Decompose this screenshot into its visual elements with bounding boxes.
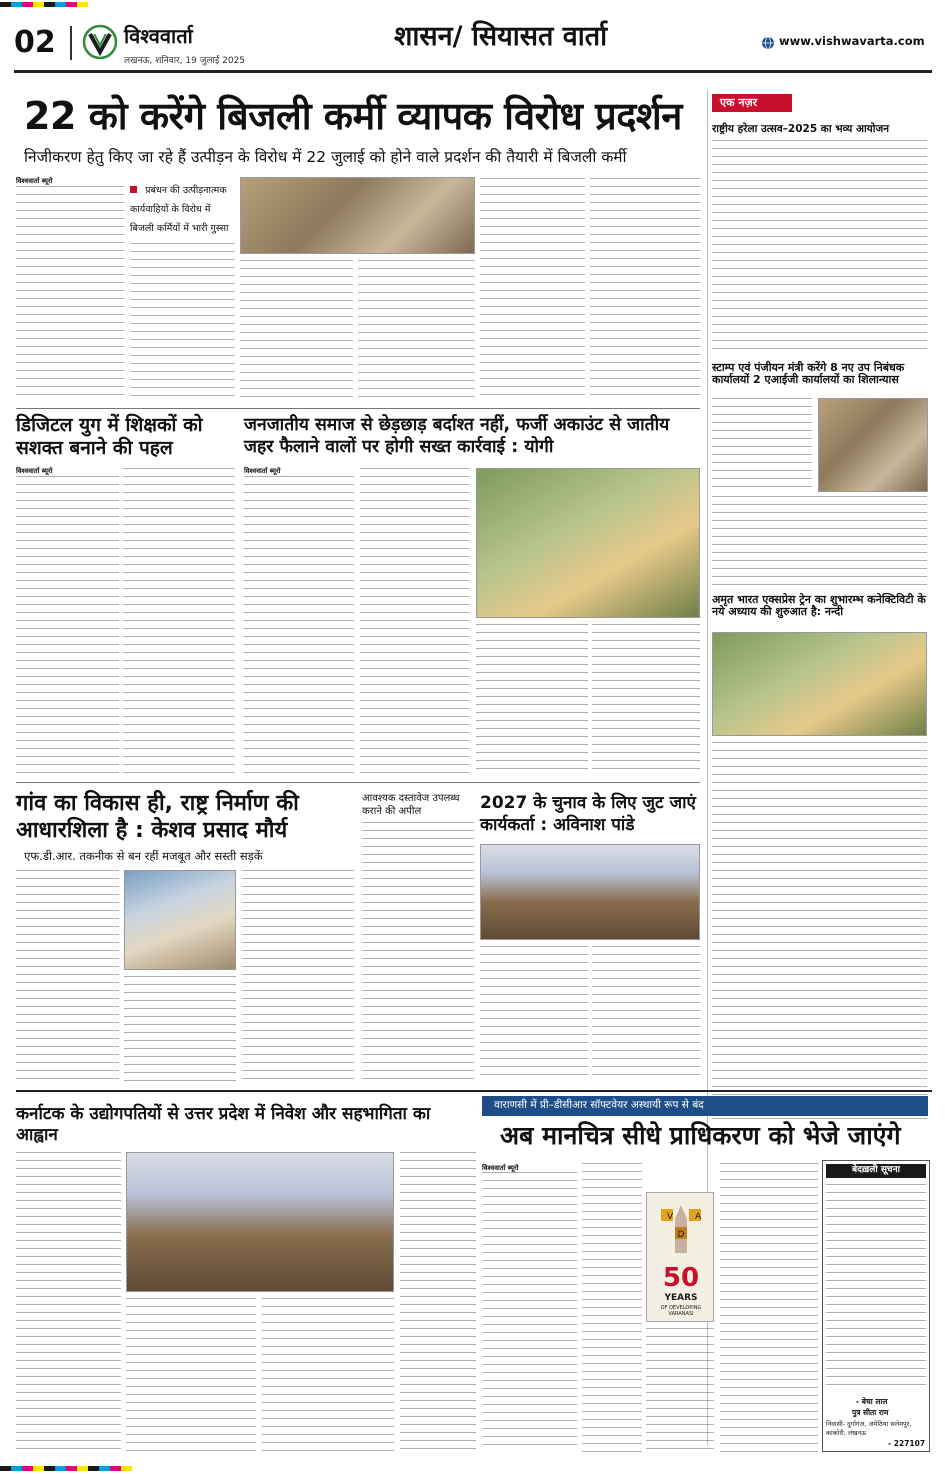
- notice-body: [362, 822, 474, 1082]
- ek-nazar-item-2-title: स्टाम्प एवं पंजीयन मंत्री करेंगे 8 नए उप निबंधक कार्यालयों 2 एआईजी कार्यालयों का शिलान्यास: [712, 361, 905, 387]
- yogi-col-3: [476, 624, 588, 776]
- ek-nazar-item-2-photo: [818, 398, 928, 492]
- pande-col-1: [480, 946, 588, 1082]
- lead-byline: विश्ववार्ता ब्यूरो: [16, 177, 53, 185]
- maurya-col-2: [124, 976, 236, 1082]
- ek-nazar-item-2-col: [712, 398, 812, 488]
- ek-nazar-item-3-photo: [712, 632, 927, 736]
- lead-col-1: [16, 186, 124, 402]
- ek-nazar-item-2-body: [712, 496, 927, 586]
- yogi-rule-bottom: [16, 782, 700, 783]
- bottom-section-rule: [16, 1090, 932, 1092]
- varanasi-col-3: [646, 1328, 714, 1452]
- karnataka-col-3: [262, 1298, 394, 1452]
- vda-emblem-icon: [659, 1201, 703, 1257]
- pullquote-text: प्रबंधन की उत्पीड़नात्मक कार्यवाहियों के विरोध में बिजली कर्मियों में भारी गुस्सा: [130, 185, 229, 234]
- ek-nazar-label: एक नज़र: [712, 94, 792, 112]
- lead-col-3: [240, 260, 353, 402]
- lead-subhead: निजीकरण हेतु किए जा रहे हैं उत्पीड़न के विरोध में 22 जुलाई को होने वाले प्रदर्शन की तैयारी में बिजली कर्मी: [24, 148, 627, 166]
- logo-text: विश्ववार्ता: [124, 24, 193, 48]
- notice-headline: आवश्यक दस्तावेज उपलब्ध कराने की अपील: [362, 793, 460, 817]
- lead-col-2: [130, 243, 235, 402]
- maurya-col-3: [242, 870, 354, 1082]
- varanasi-byline: विश्ववार्ता ब्यूरो: [482, 1164, 519, 1172]
- page-number: 02: [14, 25, 56, 60]
- color-registration-marks-bottom: [0, 1466, 132, 1471]
- yogi-col-1: [244, 476, 354, 776]
- yogi-photo: [476, 468, 700, 618]
- bedakhali-signature-pin: - 227107: [888, 1439, 926, 1448]
- svg-text:D: D: [677, 1230, 685, 1240]
- karnataka-col-1: [16, 1152, 121, 1452]
- masthead-rule: [14, 70, 932, 73]
- lead-pullquote: [130, 178, 235, 235]
- lead-col-5: [480, 178, 585, 402]
- yogi-headline: जनजातीय समाज से छेड़छाड़ बर्दाश्त नहीं, फर्जी अकाउंट से जातीय जहर फैलाने वालों पर होगी सख्त कार्रवाई : योगी: [244, 415, 670, 457]
- yogi-col-2: [360, 468, 470, 776]
- logo-icon: [82, 24, 118, 60]
- ek-nazar-item-3-title: अमृत भारत एक्सप्रेस ट्रेन का शुभारम्भ कनेक्टिविटी के नये अध्याय की शुरुआत है: नन्दी: [712, 593, 926, 619]
- section-title: शासन/ सियासत वार्ता: [394, 21, 608, 52]
- karnataka-col-4: [400, 1152, 476, 1452]
- svg-text:A: A: [695, 1212, 702, 1222]
- pullquote-bullet-icon: [130, 186, 137, 193]
- ad-years: YEARS: [664, 1293, 698, 1303]
- masthead: [14, 18, 932, 74]
- globe-icon: [761, 35, 775, 49]
- varanasi-col-2: [582, 1163, 642, 1452]
- varanasi-kicker: वाराणसी में प्री–डीसीआर सॉफ्टवेयर अस्थायी रूप से बंद: [494, 1099, 704, 1111]
- lead-col-4: [358, 260, 475, 402]
- vda-50-years-ad: [646, 1192, 714, 1322]
- karnataka-headline: कर्नाटक के उद्योगपतियों से उत्तर प्रदेश में निवेश और सहभागिता का आह्वान: [16, 1104, 431, 1145]
- ek-nazar-item-1-title: राष्ट्रीय हरेला उत्सव–2025 का भव्य आयोजन: [712, 123, 890, 135]
- maurya-subhead: एफ.डी.आर. तकनीक से बन रहीं मजबूत और सस्ती सड़कें: [24, 849, 263, 863]
- varanasi-col-4: [720, 1163, 818, 1452]
- website-link[interactable]: www.vishwavarta.com: [779, 34, 925, 48]
- ek-nazar-item-1-body: [712, 140, 927, 350]
- yogi-byline: विश्ववार्ता ब्यूरो: [244, 467, 281, 475]
- masthead-divider: [70, 26, 72, 60]
- bedakhali-signature-address: निवासी- दुर्गागंज, अमेठिया सलेमपुर, काकोरी, लखनऊ: [826, 1420, 912, 1437]
- karnataka-photo: [126, 1152, 394, 1292]
- teacher-headline: डिजिटल युग में शिक्षकों को सशक्त बनाने की पहल: [16, 414, 203, 459]
- pande-col-2: [592, 946, 700, 1082]
- lead-headline: 22 को करेंगे बिजली कर्मी व्यापक विरोध प्रदर्शन: [24, 94, 682, 138]
- bedakhali-title: बेदख़ली सूचना: [826, 1164, 926, 1178]
- maurya-headline: गांव का विकास ही, राष्ट्र निर्माण की आधारशिला है : केशव प्रसाद मौर्य: [16, 791, 299, 843]
- bedakhali-signature-name: - बेचा लाल: [856, 1397, 888, 1406]
- lead-col-6: [590, 178, 700, 402]
- lead-rule-bottom: [16, 408, 700, 409]
- ad-tagline: OF DEVELOPING VARANASI: [660, 1305, 702, 1317]
- maurya-photo: [124, 870, 236, 970]
- maurya-col-1: [16, 870, 119, 1082]
- dateline: लखनऊ, शनिवार, 19 जुलाई 2025: [124, 56, 246, 66]
- varanasi-headline: अब मानचित्र सीधे प्राधिकरण को भेजे जाएंगे: [500, 1121, 901, 1150]
- teacher-col-1: [16, 476, 119, 776]
- lead-photo: [240, 177, 475, 254]
- ad-number: 50: [662, 1263, 700, 1293]
- varanasi-col-1: [482, 1172, 577, 1452]
- pande-photo: [480, 844, 700, 940]
- teacher-col-2: [123, 468, 235, 776]
- bedakhali-body: [826, 1184, 926, 1392]
- bedakhali-signature-relation: पुत्र सीता राम: [852, 1408, 889, 1417]
- teacher-byline: विश्ववार्ता ब्यूरो: [16, 467, 53, 475]
- svg-text:V: V: [667, 1212, 674, 1222]
- pande-headline: 2027 के चुनाव के लिए जुट जाएं कार्यकर्ता : अविनाश पांडे: [480, 793, 696, 835]
- color-registration-marks-top: [0, 2, 88, 7]
- karnataka-col-2: [126, 1298, 256, 1452]
- yogi-col-4: [592, 624, 700, 776]
- ek-nazar-item-3-body: [712, 742, 927, 1120]
